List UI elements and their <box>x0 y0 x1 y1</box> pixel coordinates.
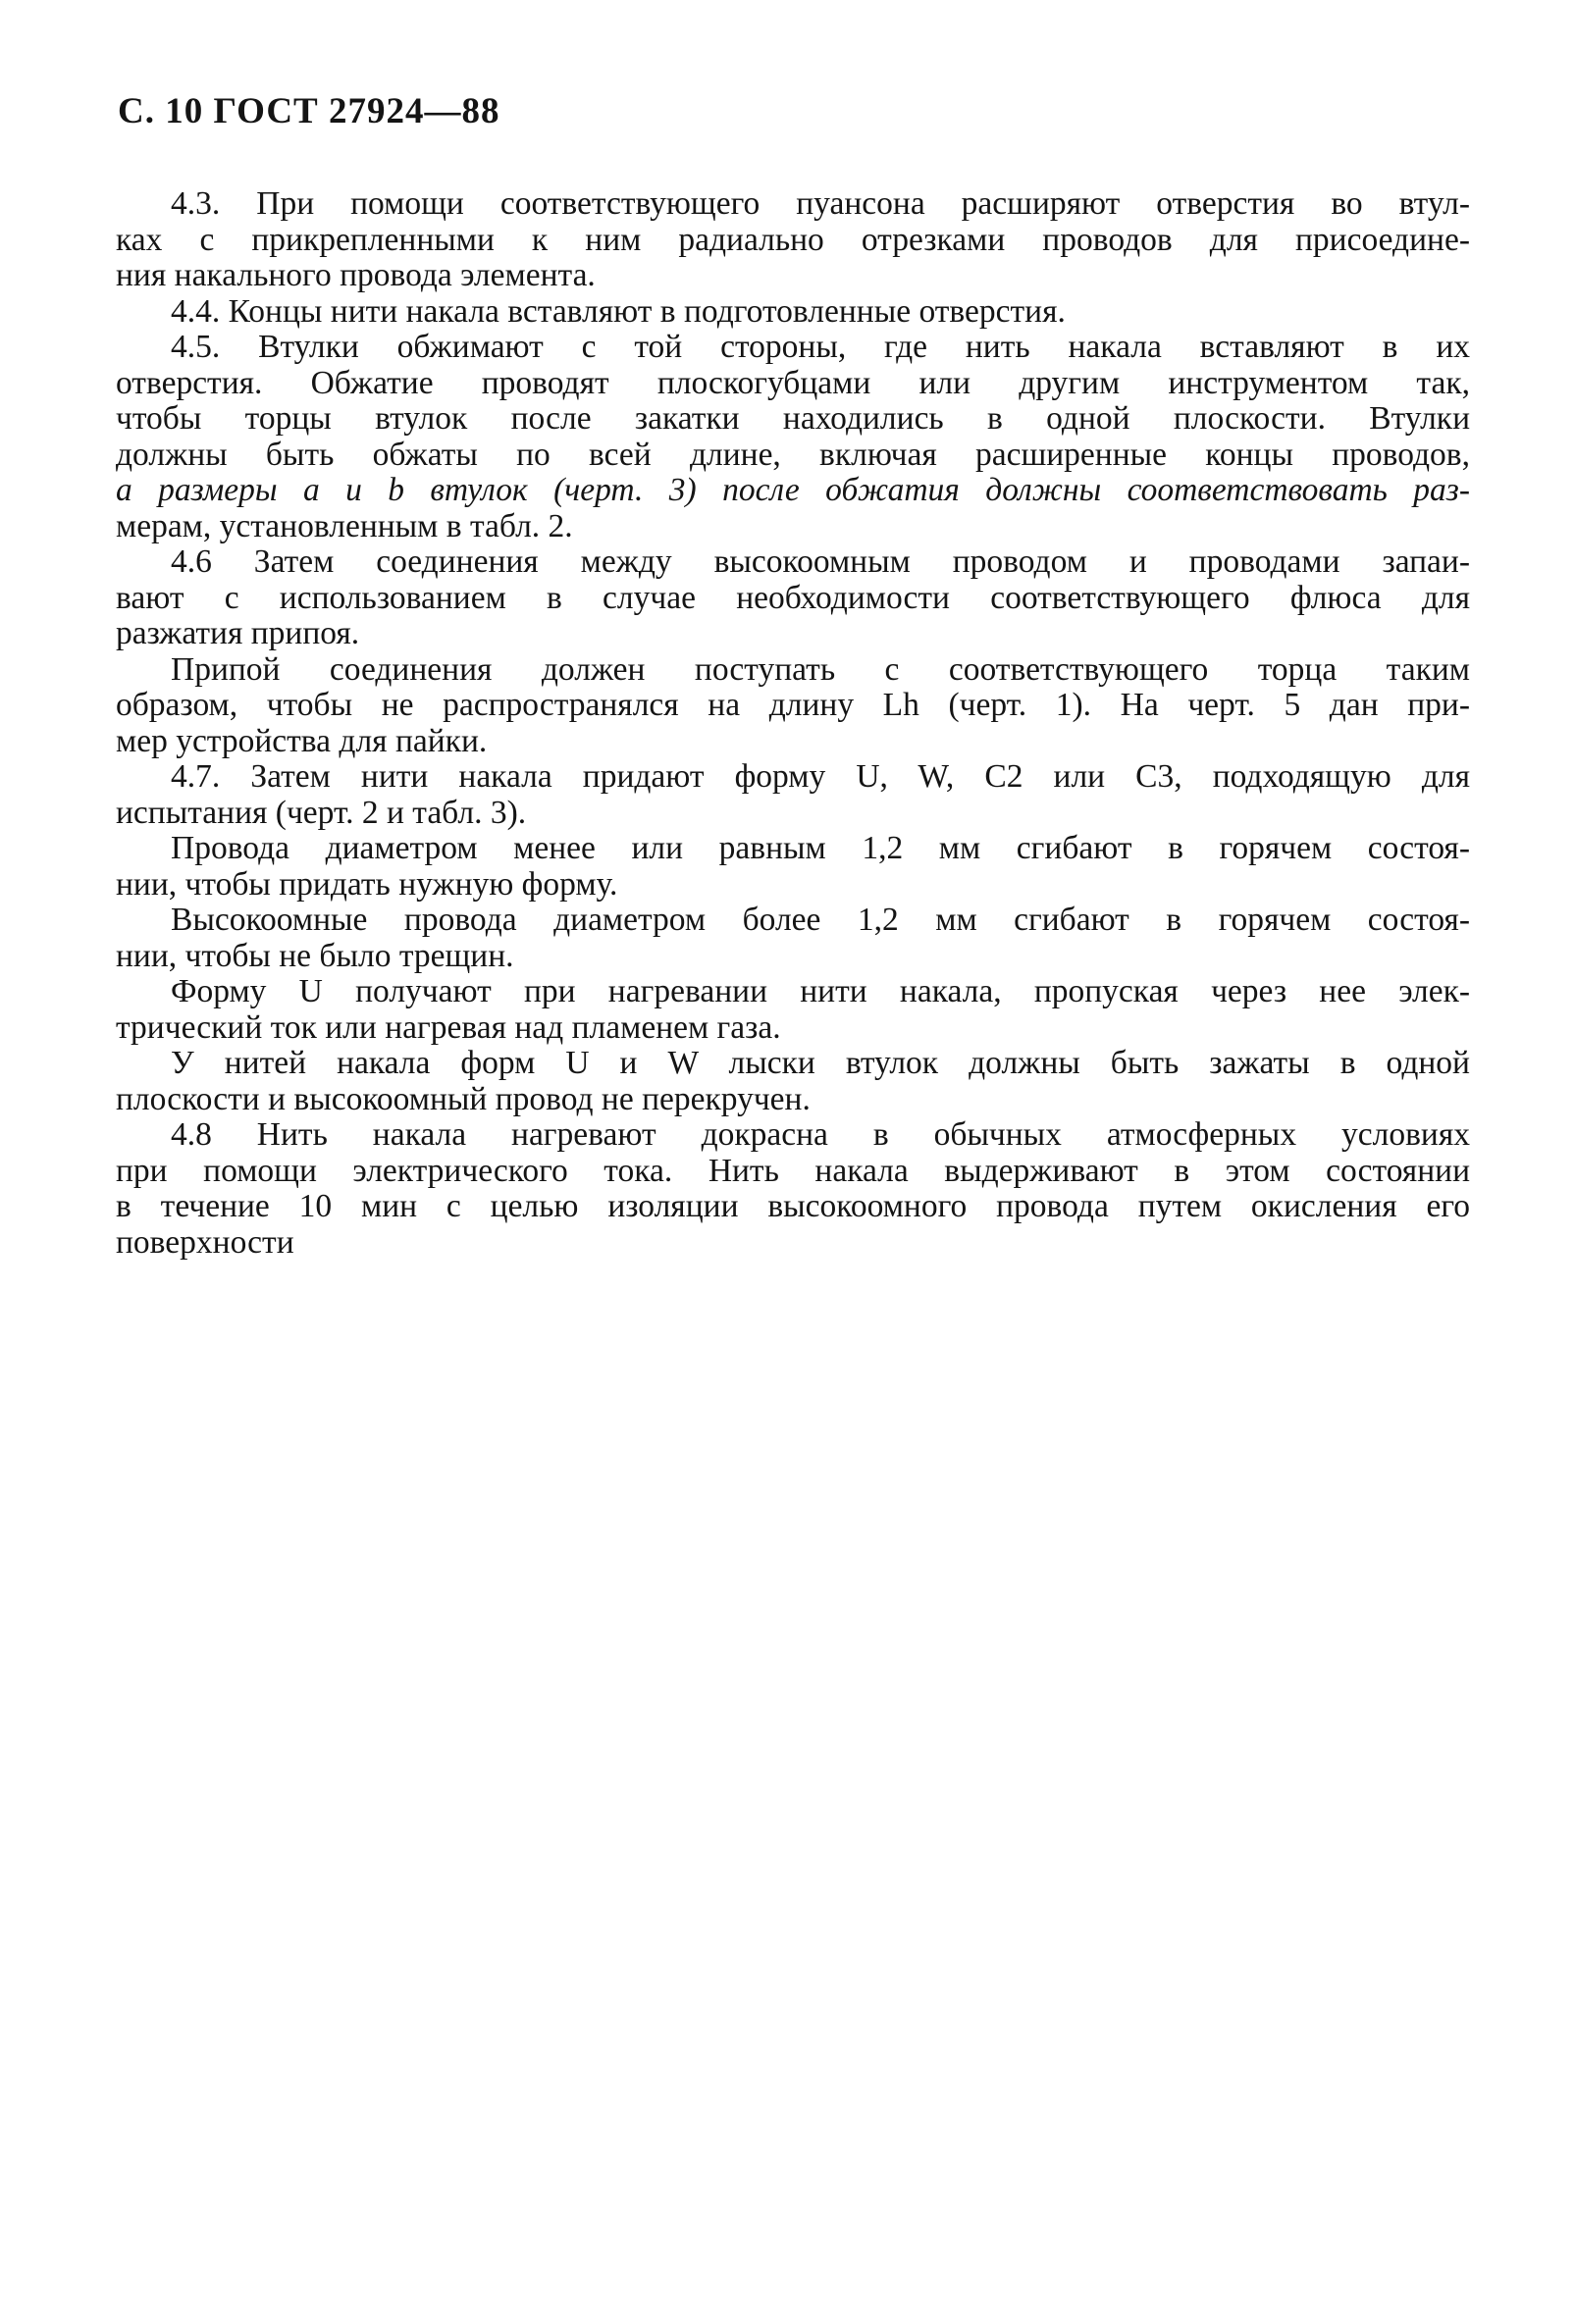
text-line: мерам, установленным в табл. 2. <box>116 507 573 544</box>
text-line: 4.4. Концы нити накала вставляют в подготовленные отверстия. <box>171 292 1066 330</box>
text-line: отверстия. Обжатие проводят плоскогубцами или другим инструментом так, <box>116 364 1470 401</box>
text-line: Провода диаметром менее или равным 1,2 мм сгибают в горячем состоя- <box>171 830 1470 866</box>
text-line: трический ток или нагревая над пламенем газа. <box>116 1008 781 1046</box>
text-line: Припой соединения должен поступать с соответствующего торца таким <box>171 650 1470 688</box>
paragraph-form-u <box>116 974 1470 1046</box>
text-line: испытания (черт. 2 и табл. 3). <box>116 794 527 831</box>
paragraph-4-8 <box>116 1117 1470 1261</box>
text-line: ках с прикрепленными к ним радиально отрезками проводов для присоедине- <box>116 221 1470 258</box>
paragraph-4-5 <box>116 330 1470 544</box>
text-line: 4.7. Затем нити накала придают форму U, W, C2 или C3, подходящую для <box>171 758 1470 795</box>
text-line: поверхности <box>116 1223 294 1261</box>
paragraph-4-6 <box>116 544 1470 652</box>
text-line: ния накального провода элемента. <box>116 257 596 293</box>
text-line: 4.6 Затем соединения между высокоомным проводом и проводами запаи- <box>171 543 1470 580</box>
text-line: разжатия припоя. <box>116 615 360 651</box>
paragraph-forms-uw <box>116 1046 1470 1117</box>
paragraph-wire-thin <box>116 831 1470 903</box>
paragraph-4-7 <box>116 759 1470 831</box>
paragraph-4-3 <box>116 186 1470 294</box>
paragraph-4-4 <box>116 294 1470 331</box>
page-header: С. 10 ГОСТ 27924—88 <box>118 91 500 131</box>
text-line-italic: а размеры a и b втулок (черт. 3) после обжатия должны соответствовать раз- <box>116 472 1470 508</box>
text-line: мер устройства для пайки. <box>116 722 488 759</box>
text-line: Форму U получают при нагревании нити накала, пропуская через нее элек- <box>171 973 1470 1009</box>
text-line: образом, чтобы не распространялся на длину Lh (черт. 1). На черт. 5 дан при- <box>116 687 1470 723</box>
text-line: вают с использованием в случае необходимости соответствующего флюса для <box>116 579 1470 616</box>
text-line: 4.3. При помощи соответствующего пуансона расширяют отверстия во втул- <box>171 185 1470 222</box>
paragraph-solder <box>116 652 1470 760</box>
text-line: 4.8 Нить накала нагревают докрасна в обычных атмосферных условиях <box>171 1116 1470 1153</box>
paragraph-wire-thick <box>116 903 1470 974</box>
text-line: при помощи электрического тока. Нить накала выдерживают в этом состоянии <box>116 1152 1470 1189</box>
text-line: У нитей накала форм U и W лыски втулок должны быть зажаты в одной <box>171 1045 1470 1081</box>
text-line: Высокоомные провода диаметром более 1,2 мм сгибают в горячем состоя- <box>171 902 1470 938</box>
text-line: нии, чтобы придать нужную форму. <box>116 865 618 903</box>
text-line: в течение 10 мин с целью изоляции высокоомного провода путем окисления его <box>116 1188 1470 1224</box>
text-line: нии, чтобы не было трещин. <box>116 937 514 974</box>
text-line: плоскости и высокоомный провод не перекручен. <box>116 1080 811 1117</box>
text-line: должны быть обжаты по всей длине, включая расширенные концы проводов, <box>116 436 1470 473</box>
document-body <box>116 186 1470 1261</box>
text-line: чтобы торцы втулок после закатки находились в одной плоскости. Втулки <box>116 400 1470 437</box>
text-line: 4.5. Втулки обжимают с той стороны, где нить накала вставляют в их <box>171 329 1470 365</box>
